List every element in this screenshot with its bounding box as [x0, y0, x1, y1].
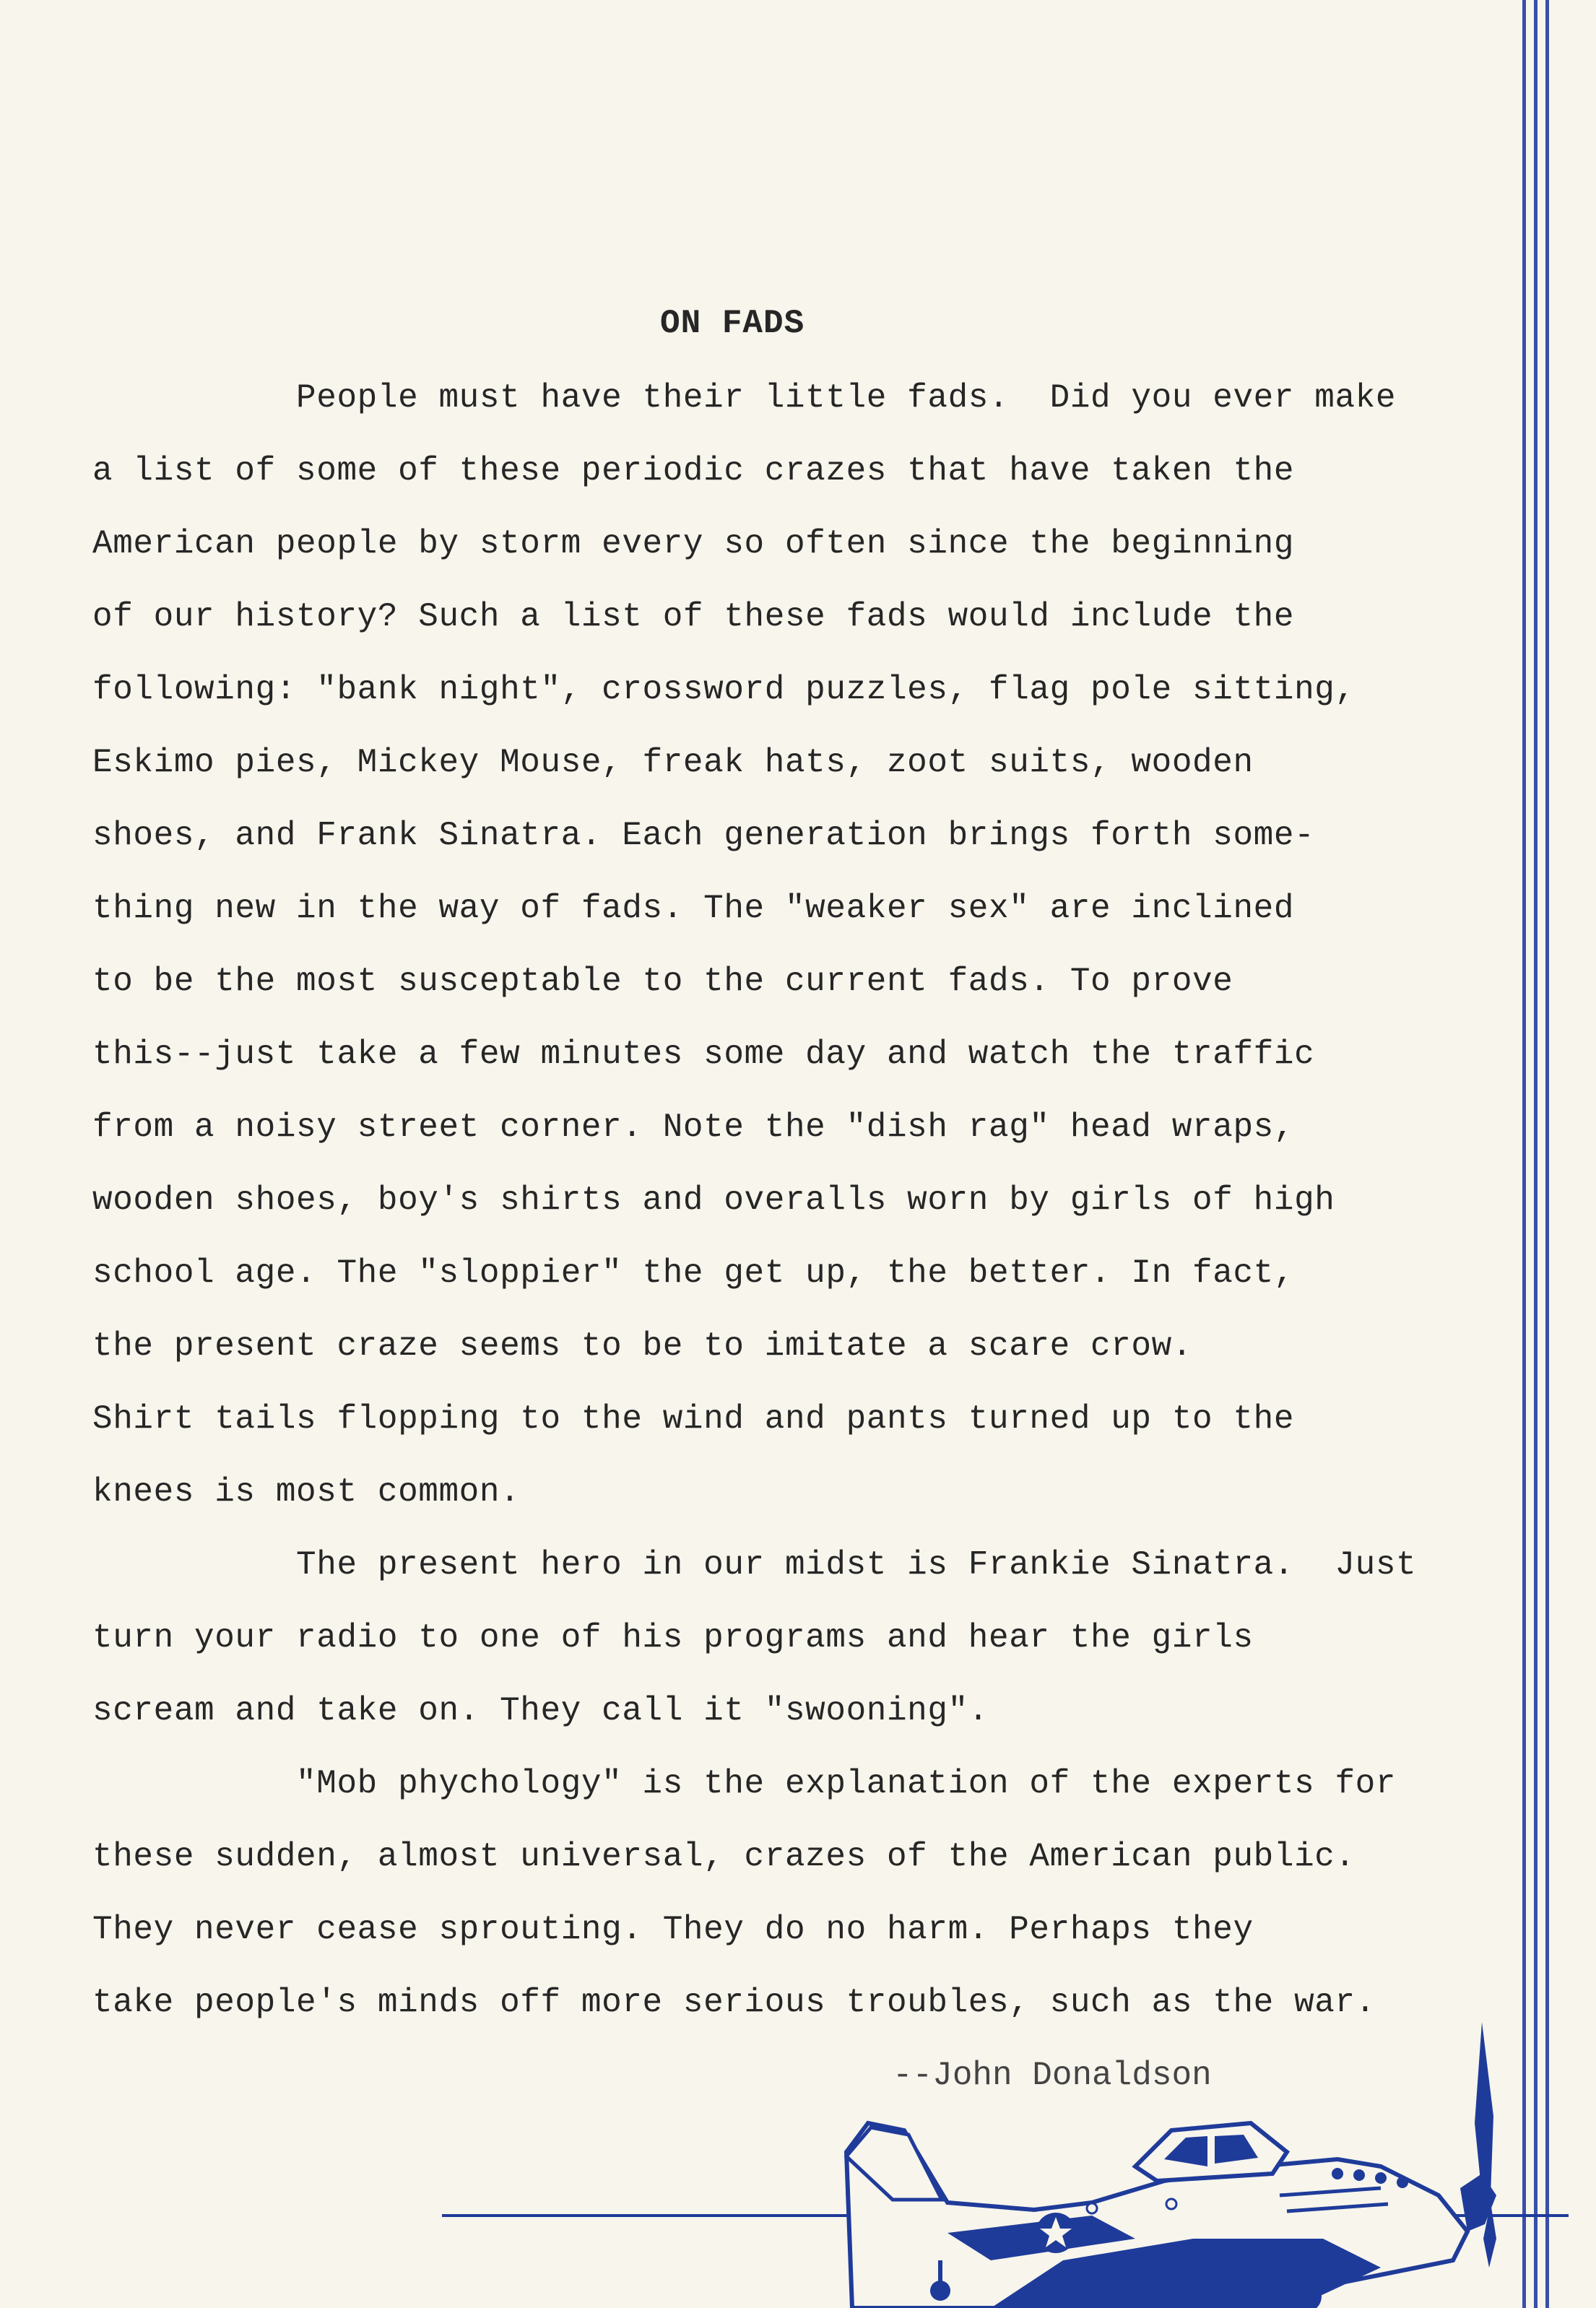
- margin-rule-2: [1534, 0, 1538, 2308]
- essay-line-4: of our history? Such a list of these fads would include the: [92, 598, 1295, 635]
- essay-line-19: scream and take on. They call it "swooning".: [92, 1692, 989, 1730]
- margin-rule-1: [1522, 0, 1526, 2308]
- essay-line-8: thing new in the way of fads. The "weaker sex" are inclined: [92, 890, 1295, 927]
- essay-line-1: People must have their little fads. Did you ever make: [92, 379, 1397, 417]
- essay-line-13: school age. The "sloppier" the get up, the better. In fact,: [92, 1254, 1295, 1292]
- essay-line-6: Eskimo pies, Mickey Mouse, freak hats, zoot suits, wooden: [92, 744, 1254, 781]
- essay-line-12: wooden shoes, boy's shirts and overalls worn by girls of high: [92, 1181, 1335, 1219]
- essay-line-14: the present craze seems to be to imitate a scare crow.: [92, 1327, 1193, 1365]
- essay-line-22: They never cease sprouting. They do no harm. Perhaps they: [92, 1911, 1254, 1948]
- author-signature: --John Donaldson: [893, 2057, 1212, 2094]
- essay-line-10: this--just take a few minutes some day and watch the traffic: [92, 1036, 1315, 1073]
- essay-line-15: Shirt tails flopping to the wind and pants turned up to the: [92, 1400, 1295, 1438]
- essay-line-20: "Mob phychology" is the explanation of the experts for: [92, 1765, 1397, 1802]
- essay-line-23: take people's minds off more serious troubles, such as the war.: [92, 1984, 1376, 2021]
- essay-line-21: these sudden, almost universal, crazes of the American public.: [92, 1838, 1356, 1875]
- page-title: ON FADS: [660, 305, 805, 342]
- essay-line-17: The present hero in our midst is Frankie Sinatra. Just: [92, 1546, 1417, 1584]
- margin-rule-3: [1545, 0, 1549, 2308]
- essay-line-5: following: "bank night", crossword puzzles, flag pole sitting,: [92, 671, 1356, 708]
- essay-line-2: a list of some of these periodic crazes that have taken the: [92, 452, 1295, 490]
- essay-line-7: shoes, and Frank Sinatra. Each generation brings forth some-: [92, 817, 1315, 854]
- essay-line-18: turn your radio to one of his programs and hear the girls: [92, 1619, 1254, 1657]
- fighter-plane-icon: [442, 2022, 1569, 2308]
- essay-body: [92, 376, 1450, 2053]
- essay-line-11: from a noisy street corner. Note the "dish rag" head wraps,: [92, 1109, 1295, 1146]
- essay-line-3: American people by storm every so often since the beginning: [92, 525, 1295, 563]
- essay-line-9: to be the most susceptable to the current fads. To prove: [92, 963, 1233, 1000]
- essay-line-16: knees is most common.: [92, 1473, 521, 1511]
